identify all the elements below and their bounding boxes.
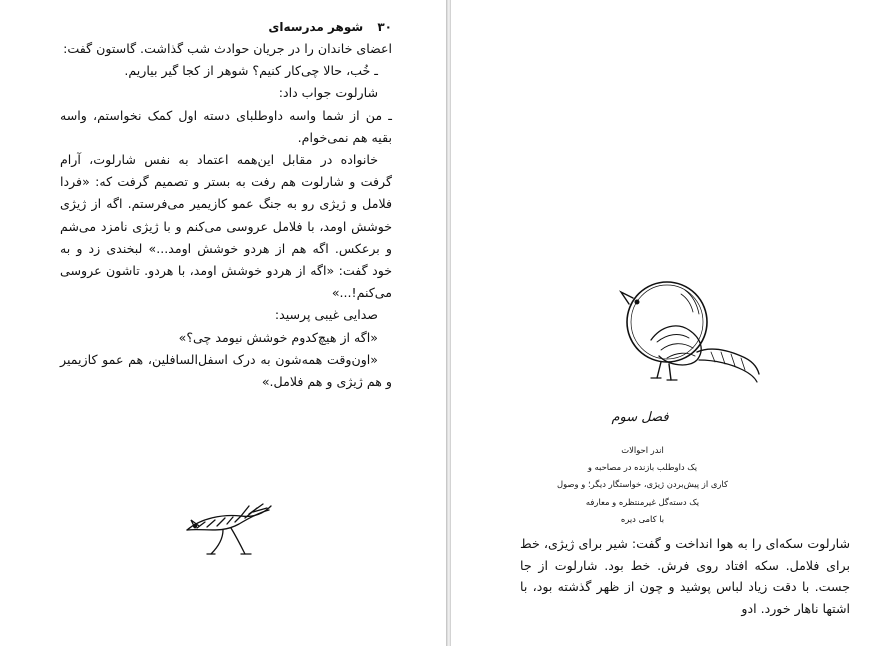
bird-sketch-icon (183, 500, 275, 560)
summary-line: با کامی دیره (620, 513, 665, 524)
left-page-body (60, 38, 392, 393)
paragraph: صدایی غیبی پرسید: (274, 307, 378, 323)
paragraph: شارلوت سکه‌ای را به هوا انداخت و گفت: شیر برای ژیژی، خط برای فلامل. سکه افتاد روی فرش. خط بود. شارلوت از جا جست. با دقت زیاد لباس پوشید و چون از ظهر گذشته بود، با اشتها ناهار خورد. ادو (520, 536, 850, 616)
paragraph: «اون‌وقت همه‌شون به درک اسفل‌السافلین، هم عمو کازیمیر و هم ژیژی و هم فلامل.» (60, 351, 392, 390)
paragraph: شارلوت جواب داد: (278, 85, 378, 101)
running-head: شوهر مدرسه‌ای (268, 20, 364, 34)
summary-line: یک داوطلب بازنده در مصاحبه و (587, 462, 698, 473)
paragraph: «اگه از هیچ‌کدوم خوشش نیومد چی؟» (178, 329, 378, 345)
paragraph: اعضای خاندان را در جریان حوادث شب گذاشت. گاستون گفت: (63, 41, 392, 56)
right-page-body (520, 533, 850, 619)
chapter-title: فصل سوم (611, 410, 669, 425)
paragraph: ـ من از شما واسه داوطلبای دسته اول کمک نخواستم، واسه بقیه هم نمی‌خوام. (60, 107, 392, 145)
round-bird-sketch-icon (611, 270, 761, 395)
summary-line: کاری از پیش‌بردن ژیژی، خواستگار دیگر؛ و وصول (557, 479, 728, 490)
chapter-summary (545, 442, 740, 528)
page-number: ۳۰ (377, 20, 392, 34)
paragraph: خانواده در مقابل این‌همه اعتماد به نفس شارلوت، آرام گرفت و شارلوت هم رفت به بستر و تصمیم گرفت که: «فردا فلامل و ژیژی رو به جنگ عمو کازیمیر می‌فرستم. اگه از ژیژی خوشش اومد، با فلامل عروسی می‌کنم و با ژیژی نامزد می‌شم و برعکس. اگه هم از هردو خوشش اومد...» لبخندی زد و به خود گفت: «اگه از هردو خوشش اومد، با هردو. تاشون عروسی می‌کنم!...» (60, 152, 392, 301)
summary-line: یک دسته‌گل غیرمنتظره و معارفه (585, 496, 700, 507)
summary-line: اندر احوالات (621, 445, 664, 455)
paragraph: ـ خُب، حالا چی‌کار کنیم؟ شوهر از کجا گیر بیاریم. (124, 63, 378, 79)
page-header (230, 20, 392, 34)
